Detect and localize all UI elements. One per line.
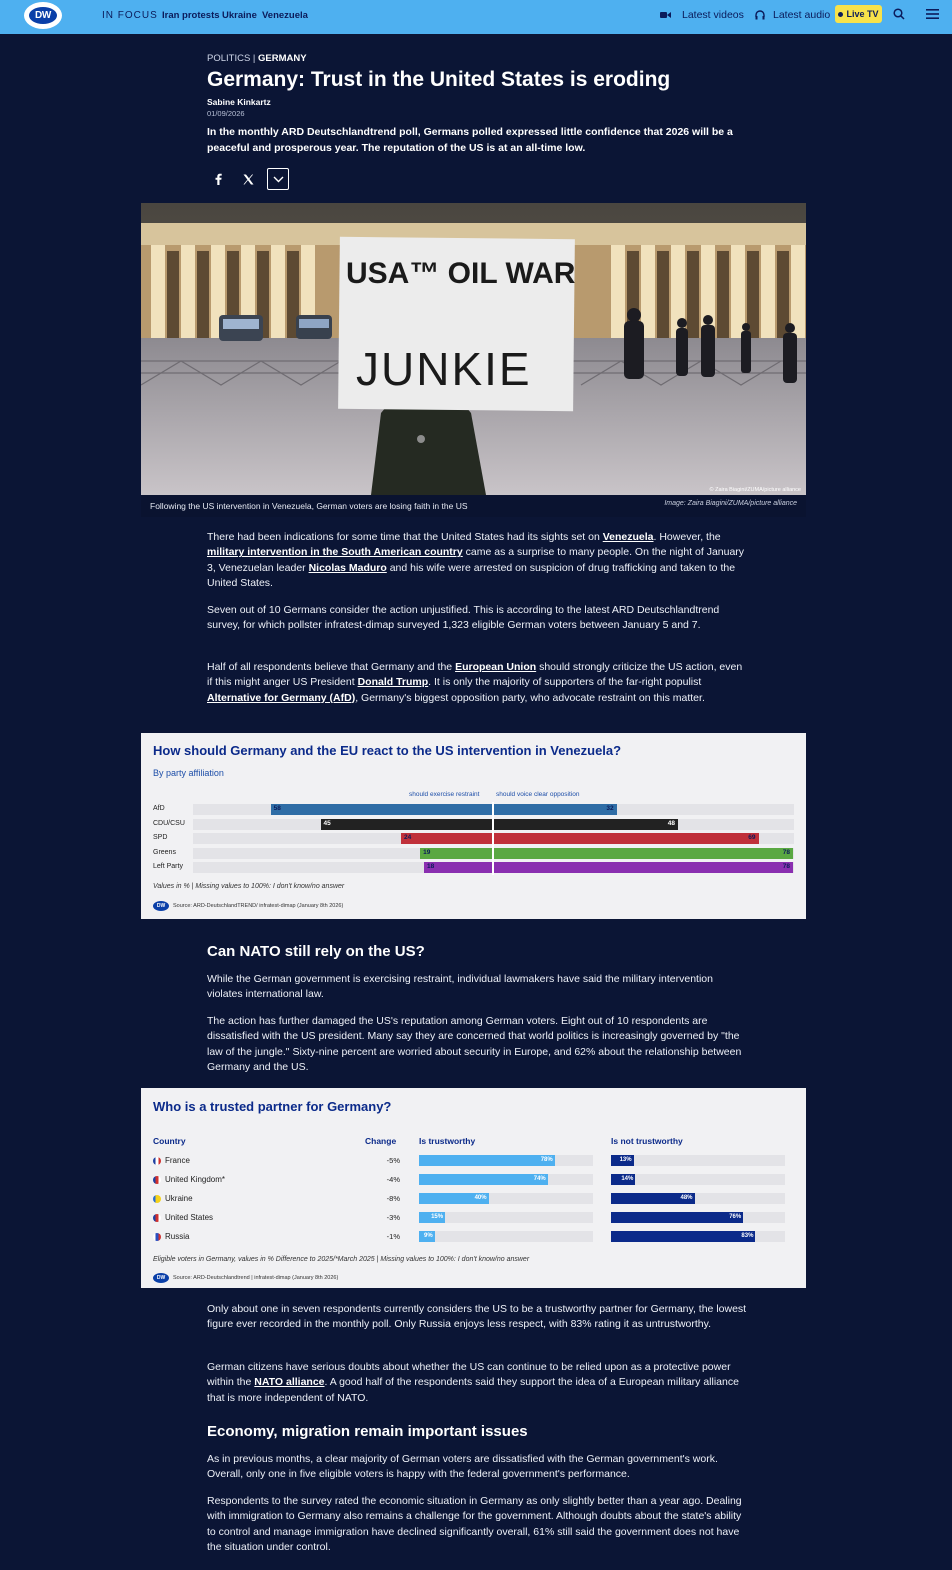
bar-value: 69 bbox=[748, 834, 756, 842]
bar-value: 15% bbox=[431, 1214, 444, 1220]
share-more-button[interactable] bbox=[267, 168, 289, 190]
chart1-center-line bbox=[492, 802, 494, 875]
nav-link-venezuela[interactable]: Venezuela bbox=[262, 10, 308, 21]
country-name: United States bbox=[165, 1213, 214, 1222]
chart2-title: Who is a trusted partner for Germany? bbox=[153, 1099, 392, 1114]
bar-value: 58 bbox=[273, 805, 281, 812]
bar-restraint bbox=[401, 833, 493, 844]
hamburger-menu-icon[interactable] bbox=[926, 8, 939, 20]
bar-value: 24 bbox=[404, 834, 412, 842]
dw-logo-text: DW bbox=[29, 7, 57, 24]
bar-value: 48 bbox=[667, 819, 675, 827]
link-venezuela[interactable]: Venezuela bbox=[602, 531, 654, 543]
country-label bbox=[153, 1194, 193, 1203]
bar-opposition bbox=[494, 819, 678, 830]
bar-value: 74% bbox=[533, 1176, 546, 1182]
category-label[interactable]: POLITICS | bbox=[207, 53, 256, 64]
image-credit: Image: Zaira Biagini/ZUMA/picture alliance bbox=[664, 500, 797, 507]
sign-text-line1: USA™ OIL WAR bbox=[346, 257, 576, 290]
chart2-source: Source: ARD-Deutschlandtrend | infratest-dimap (January 8th 2026) bbox=[173, 1275, 339, 1281]
hero-image bbox=[141, 203, 806, 495]
change-value: -1% bbox=[386, 1232, 400, 1241]
article-title: Germany: Trust in the United States is eroding bbox=[207, 68, 671, 91]
chart1-subtitle: By party affiliation bbox=[153, 768, 224, 778]
country-label bbox=[153, 1232, 189, 1241]
in-focus-label: IN FOCUS bbox=[102, 10, 158, 21]
country-name: United Kingdom* bbox=[165, 1175, 226, 1184]
bar-value: 78% bbox=[540, 1157, 553, 1163]
paragraph-2: Seven out of 10 Germans consider the action unjustified. This is according to the latest ARD Deutschlandtrend survey, for which pollster infratest-dimap surveyed 1,323 eligible German voters between January 5 and 7. bbox=[207, 604, 720, 632]
change-value: -5% bbox=[386, 1156, 400, 1165]
region-label[interactable]: GERMANY bbox=[258, 53, 307, 64]
bar-track bbox=[419, 1231, 593, 1242]
heading-economy: Economy, migration remain important issues bbox=[207, 1423, 528, 1440]
country-name: Russia bbox=[165, 1232, 190, 1241]
top-navigation-bar bbox=[0, 0, 952, 34]
heading-nato: Can NATO still rely on the US? bbox=[207, 943, 425, 960]
share-x-button[interactable] bbox=[237, 168, 259, 190]
chevron-down-icon bbox=[273, 176, 284, 183]
bar-value: 18 bbox=[427, 863, 435, 871]
bar-restraint bbox=[424, 862, 493, 873]
bar-not-trustworthy bbox=[611, 1212, 743, 1223]
bar-restraint bbox=[420, 848, 493, 859]
col-header-not-trustworthy: Is not trustworthy bbox=[611, 1136, 683, 1146]
paragraph-5: The action has further damaged the US's reputation among German voters. Eight out of 10 respondents are dissatisfied with the US president. Many say they are concerned that world politics is increasingly governed by "the law of the jungle." Sixty-nine percent are worried about security in Europe, and 62% about the relationship between Germany and the US. bbox=[207, 1015, 742, 1073]
chart2-note: Eligible voters in Germany, values in % Difference to 2025/*March 2025 | Missing values to 100%: I don't know/no answer bbox=[153, 1256, 530, 1263]
dw-logo[interactable] bbox=[24, 2, 62, 29]
bar-not-trustworthy bbox=[611, 1231, 755, 1242]
link-military-intervention[interactable]: military intervention in the South American country bbox=[207, 546, 463, 559]
link-afd[interactable]: Alternative for Germany (AfD) bbox=[207, 691, 356, 704]
nav-link-iran-protests[interactable]: Iran protests bbox=[162, 10, 220, 21]
bar-value: 45 bbox=[323, 819, 331, 827]
bar-value: 78 bbox=[782, 863, 790, 871]
flag-icon bbox=[153, 1195, 161, 1203]
bar-value: 40% bbox=[474, 1195, 487, 1201]
party-label: CDU/CSU bbox=[153, 819, 185, 827]
dw-mini-logo-2: DW bbox=[153, 1273, 169, 1283]
bar-trustworthy bbox=[419, 1174, 548, 1185]
bar-opposition bbox=[494, 804, 617, 815]
photo-watermark: © Zaira Biagini/ZUMA/picture alliance bbox=[709, 487, 801, 493]
x-icon bbox=[243, 174, 254, 185]
flag-icon bbox=[153, 1157, 161, 1165]
bar-opposition bbox=[494, 862, 793, 873]
bar-not-trustworthy bbox=[611, 1174, 635, 1185]
bar-trustworthy bbox=[419, 1155, 555, 1166]
nav-link-ukraine[interactable]: Ukraine bbox=[222, 10, 257, 21]
party-label: SPD bbox=[153, 834, 168, 842]
chart1-note: Values in % | Missing values to 100%: I don't know/no answer bbox=[153, 883, 345, 890]
trusted-partner-chart bbox=[141, 1088, 806, 1288]
paragraph-4: While the German government is exercising restraint, individual lawmakers have said the military intervention violates international law. bbox=[207, 973, 713, 1001]
bar-not-trustworthy bbox=[611, 1155, 634, 1166]
bar-trustworthy bbox=[419, 1212, 445, 1223]
chart1-source: Source: ARD-DeutschlandTREND/ infratest-dimap (January 8th 2026) bbox=[173, 903, 344, 909]
bar-value: 83% bbox=[741, 1233, 754, 1239]
bar-restraint bbox=[271, 804, 493, 815]
country-label bbox=[153, 1156, 190, 1165]
bar-track bbox=[611, 1155, 785, 1166]
facebook-icon bbox=[215, 173, 222, 185]
bar-track bbox=[611, 1174, 785, 1185]
sign-text-line2: JUNKIE bbox=[356, 343, 532, 395]
link-nato-alliance[interactable]: NATO alliance bbox=[254, 1376, 325, 1389]
col-header-country: Country bbox=[153, 1136, 186, 1146]
col-header-trustworthy: Is trustworthy bbox=[419, 1136, 476, 1146]
bar-value: 78 bbox=[782, 848, 790, 856]
change-value: -8% bbox=[386, 1194, 400, 1203]
bar-value: 14% bbox=[621, 1176, 634, 1182]
dw-mini-logo: DW bbox=[153, 901, 169, 911]
bar-trustworthy bbox=[419, 1231, 435, 1242]
country-name: France bbox=[165, 1156, 190, 1165]
video-camera-icon bbox=[660, 11, 671, 19]
link-donald-trump[interactable]: Donald Trump bbox=[357, 676, 429, 689]
country-name: Ukraine bbox=[165, 1194, 193, 1203]
party-label: AfD bbox=[153, 805, 165, 812]
live-tv-label: Live TV bbox=[846, 9, 879, 19]
paragraph-8: As in previous months, a clear majority of German voters are dissatisfied with the German government's work. Overall, only one in five eligible voters is happy with the federal government's performance. bbox=[207, 1453, 718, 1481]
legend-opposition: should voice clear opposition bbox=[496, 791, 580, 798]
latest-videos-link[interactable] bbox=[660, 9, 744, 21]
change-value: -4% bbox=[386, 1175, 400, 1184]
headphones-icon bbox=[755, 10, 765, 20]
bar-value: 19 bbox=[423, 848, 431, 856]
latest-videos-label: Latest videos bbox=[682, 9, 744, 21]
flag-icon bbox=[153, 1233, 161, 1241]
bar-value: 76% bbox=[729, 1214, 742, 1220]
chart1-title: How should Germany and the EU react to the US intervention in Venezuela? bbox=[153, 743, 622, 758]
bar-trustworthy bbox=[419, 1193, 489, 1204]
publish-date: 01/09/2026 bbox=[207, 109, 245, 118]
latest-audio-label: Latest audio bbox=[773, 9, 831, 21]
col-header-change: Change bbox=[365, 1136, 397, 1146]
bar-not-trustworthy bbox=[611, 1193, 695, 1204]
party-label: Left Party bbox=[153, 863, 183, 871]
bar-restraint bbox=[321, 819, 494, 830]
paragraph-7: German citizens have serious doubts about whether the US can continue to be relied upon as a protective power within the NATO alliance. A good half of the respondents said they support the idea of a European military alliance that is more independent of NATO. bbox=[207, 1361, 739, 1404]
search-icon[interactable] bbox=[893, 8, 905, 20]
legend-restraint: should exercise restraint bbox=[409, 791, 480, 798]
image-caption: Following the US intervention in Venezuela, German voters are losing faith in the US bbox=[150, 501, 468, 511]
article-kicker bbox=[207, 53, 307, 64]
paragraph-3: Half of all respondents believe that Germany and the European Union should strongly criticize the US action, even if this might anger US President Donald Trump. It is only the majority of supporters of the far-right populist Alternative for Germany (AfD), Germany's biggest opposition party, who advocate restraint on this matter. bbox=[207, 661, 743, 704]
bar-track bbox=[419, 1212, 593, 1223]
live-tv-button[interactable] bbox=[835, 5, 882, 23]
paragraph-6: Only about one in seven respondents currently considers the US to be a trustworthy partner for Germany, the lowest figure ever recorded in the monthly poll. Only Russia enjoys less respect, with 83% rating it as untrustworthy. bbox=[207, 1303, 747, 1331]
bar-value: 13% bbox=[619, 1157, 632, 1163]
bar-value: 32 bbox=[606, 805, 614, 812]
change-value: -3% bbox=[386, 1213, 400, 1222]
flag-icon bbox=[153, 1214, 161, 1222]
bar-value: 48% bbox=[680, 1195, 693, 1201]
link-european-union[interactable]: European Union bbox=[455, 661, 537, 673]
flag-icon bbox=[153, 1176, 161, 1184]
bar-opposition bbox=[494, 833, 759, 844]
paragraph-1: There had been indications for some time that the United States had its sights set on Venezuela. However, the military intervention in the South American country came as a surprise to many people. On the night of January 3, Venezuelan leader Nicolas Maduro and his wife were arrested on suspicion of drug trafficking and taken to the United States. bbox=[207, 531, 745, 589]
live-dot-icon bbox=[838, 12, 843, 17]
country-label bbox=[153, 1175, 225, 1184]
share-facebook-button[interactable] bbox=[207, 168, 229, 190]
latest-audio-link[interactable] bbox=[755, 9, 830, 21]
country-label bbox=[153, 1213, 213, 1222]
protest-photo bbox=[141, 203, 806, 495]
party-reaction-chart bbox=[141, 733, 806, 919]
link-nicolas-maduro[interactable]: Nicolas Maduro bbox=[308, 561, 387, 574]
bar-opposition bbox=[494, 848, 793, 859]
image-caption-bar bbox=[141, 495, 806, 517]
article-lead: In the monthly ARD Deutschlandtrend poll, Germans polled expressed little confidence that 2026 will be a peaceful and prosperous year. The reputation of the US is at an all-time low. bbox=[207, 126, 733, 154]
bar-value: 9% bbox=[423, 1233, 433, 1239]
paragraph-9: Respondents to the survey rated the economic situation in Germany as only slightly better than a year ago. Dealing with immigration to Germany also remains a challenge for the government. Although doubts about the state's ability to control and manage immigration have declined significantly overall, 61% still said the government does not have the situation under control. bbox=[207, 1495, 742, 1553]
party-label: Greens bbox=[153, 848, 176, 856]
author-name[interactable]: Sabine Kinkartz bbox=[207, 97, 271, 107]
